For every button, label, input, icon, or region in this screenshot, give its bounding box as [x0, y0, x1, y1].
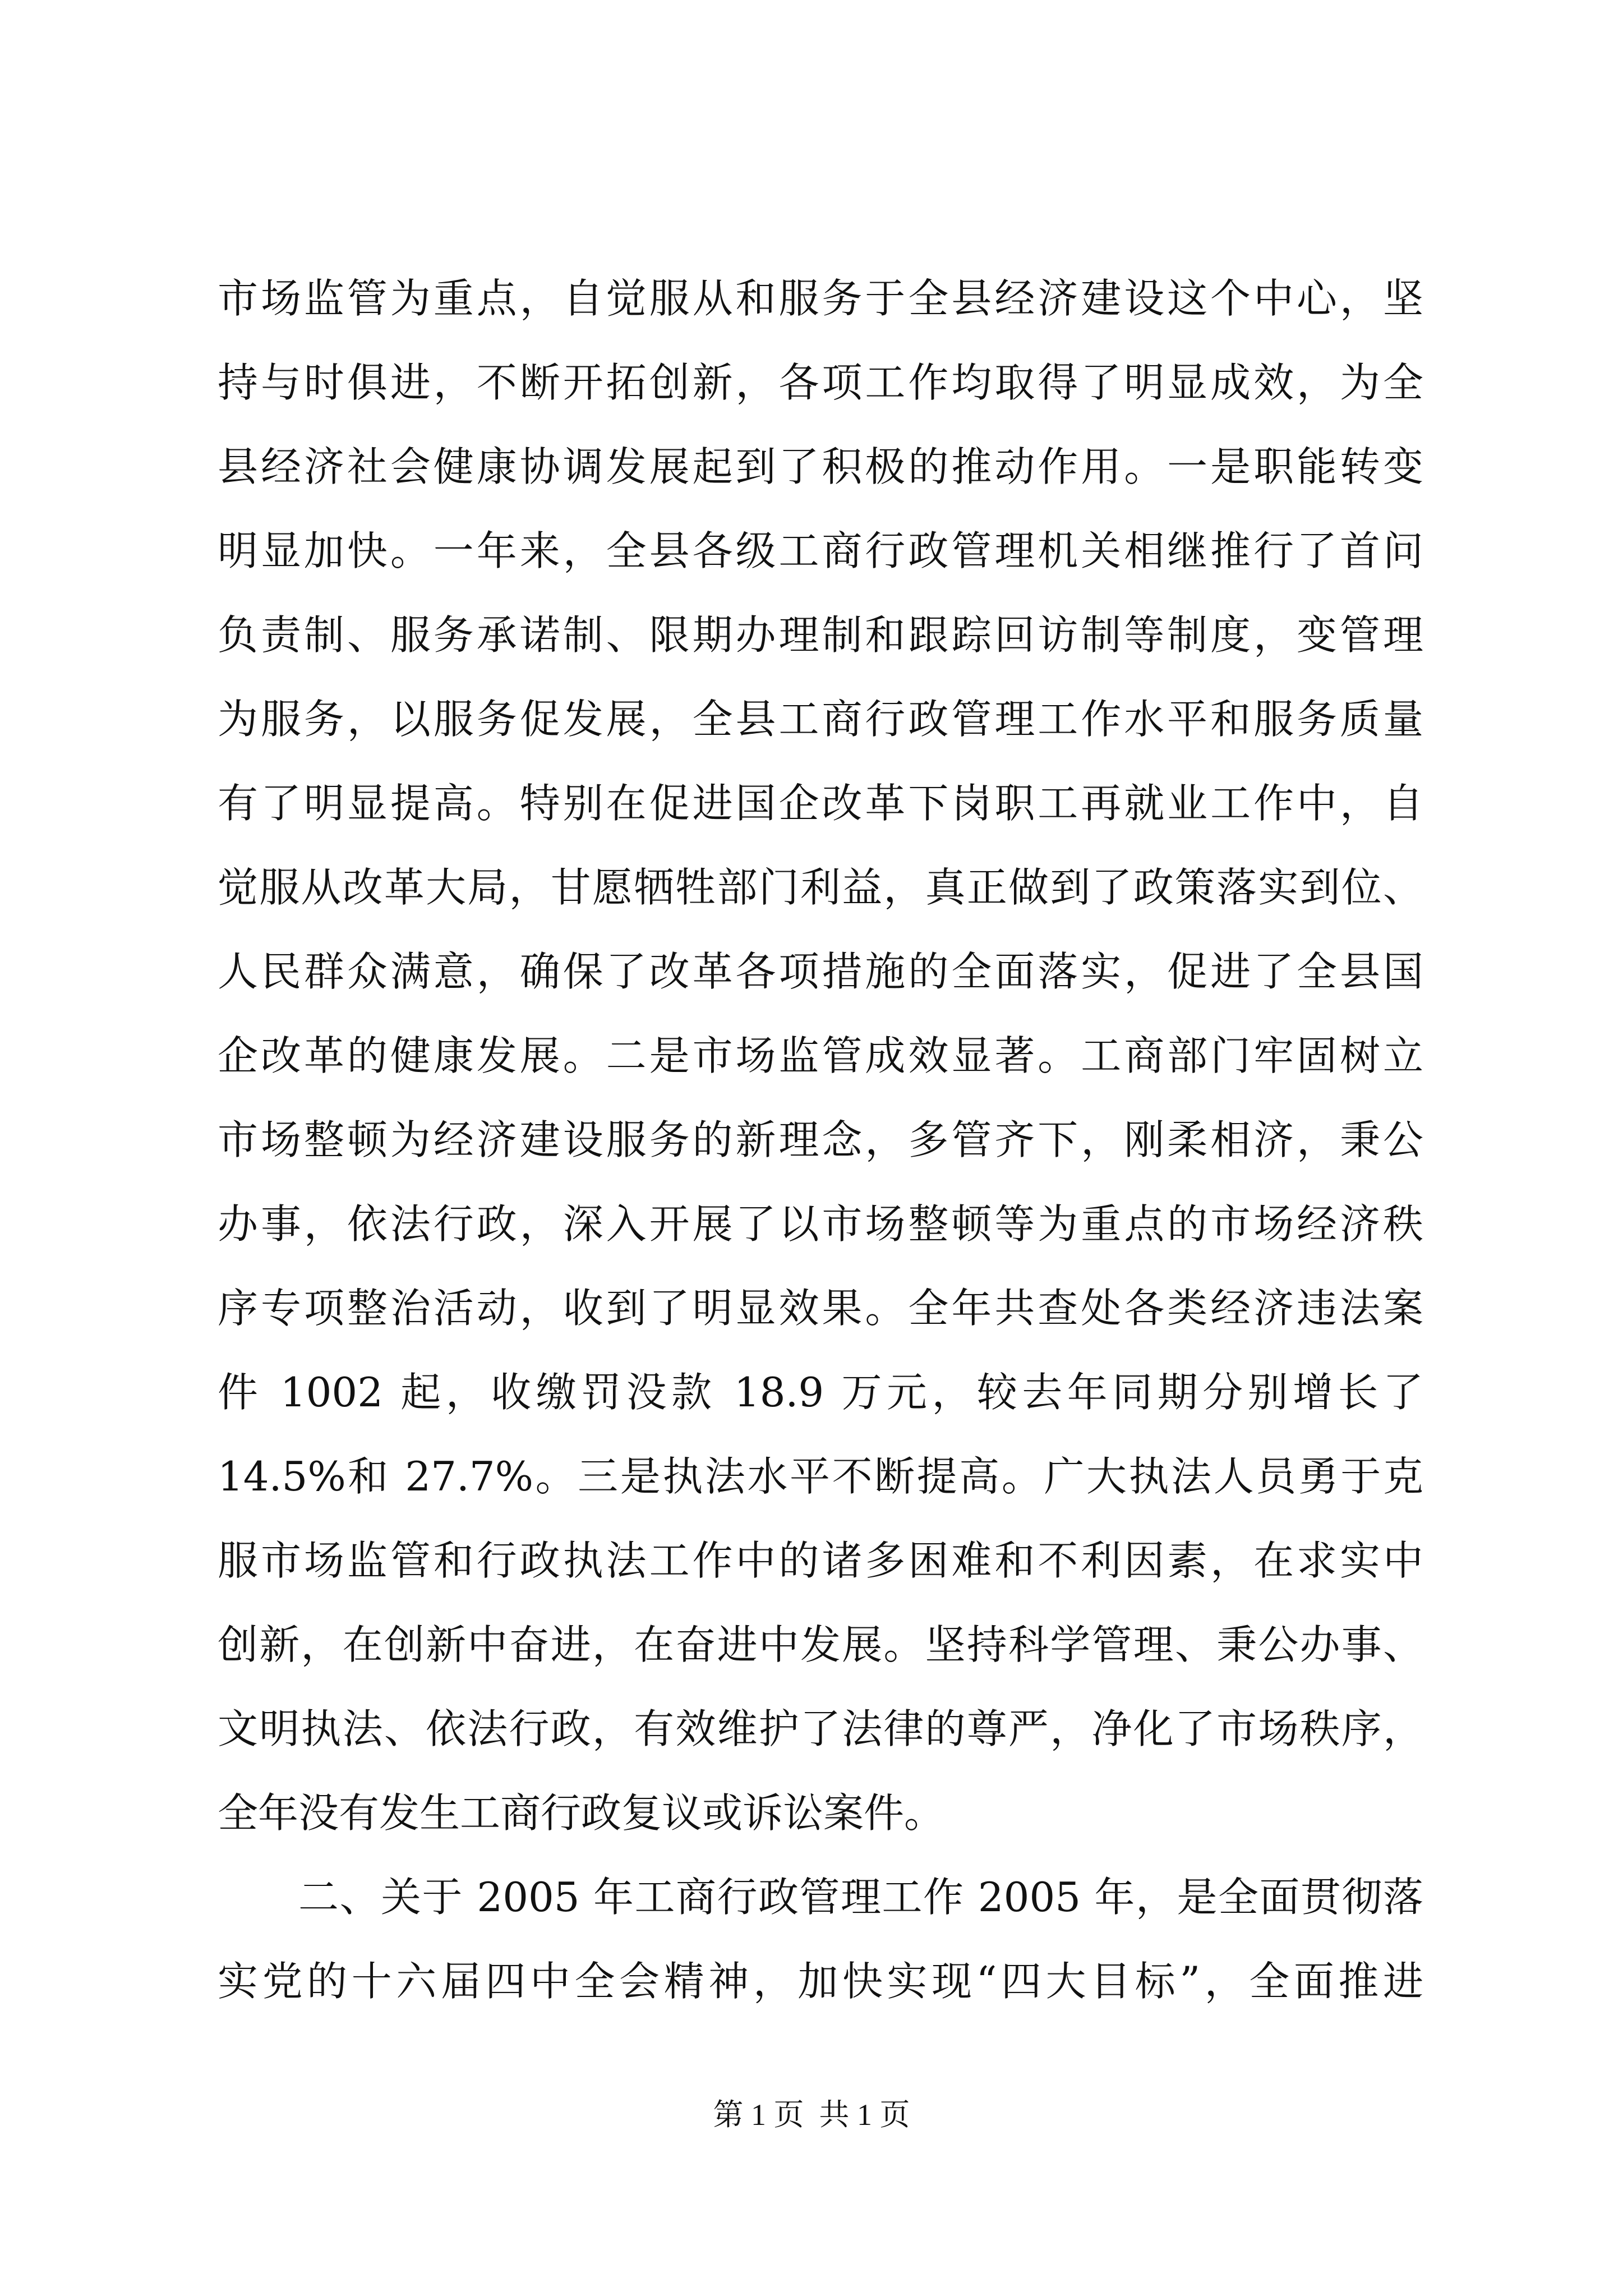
text-line: 件 1002 起，收缴罚没款 18.9 万元，较去年同期分别增长了 — [218, 1369, 1423, 1416]
text-line: 有了明显提高。特别在促进国企改革下岗职工再就业工作中，自 — [218, 780, 1423, 827]
text-line: 14.5%和 27.7%。三是执法水平不断提高。广大执法人员勇于克 — [218, 1453, 1423, 1500]
text-line: 序专项整治活动，收到了明显效果。全年共查处各类经济违法案 — [218, 1285, 1423, 1332]
text-line: 觉服从改革大局，甘愿牺牲部门利益，真正做到了政策落实到位、 — [218, 864, 1423, 911]
text-line: 市场整顿为经济建设服务的新理念，多管齐下，刚柔相济，秉公 — [218, 1116, 1423, 1163]
document-body — [218, 256, 1423, 2023]
text-line: 负责制、服务承诺制、限期办理制和跟踪回访制等制度，变管理 — [218, 611, 1423, 659]
text-line: 市场监管为重点，自觉服从和服务于全县经济建设这个中心，坚 — [218, 275, 1423, 322]
text-line: 服市场监管和行政执法工作中的诸多困难和不利因素，在求实中 — [218, 1537, 1423, 1584]
text-line: 明显加快。一年来，全县各级工商行政管理机关相继推行了首问 — [218, 527, 1423, 574]
text-line: 办事，依法行政，深入开展了以市场整顿等为重点的市场经济秩 — [218, 1200, 1423, 1248]
text-line: 全年没有发生工商行政复议或诉讼案件。 — [218, 1789, 945, 1837]
text-line: 县经济社会健康协调发展起到了积极的推动作用。一是职能转变 — [218, 443, 1423, 490]
text-line: 创新，在创新中奋进，在奋进中发展。坚持科学管理、秉公办事、 — [218, 1621, 1423, 1668]
text-line: 持与时俱进，不断开拓创新，各项工作均取得了明显成效，为全 — [218, 359, 1423, 406]
text-line: 人民群众满意，确保了改革各项措施的全面落实，促进了全县国 — [218, 948, 1423, 995]
page-footer — [0, 2095, 1623, 2134]
text-line: 实党的十六届四中全会精神，加快实现“四大目标”，全面推进 — [218, 1958, 1423, 2005]
text-line: 企改革的健康发展。二是市场监管成效显著。工商部门牢固树立 — [218, 1032, 1423, 1079]
text-line: 文明执法、依法行政，有效维护了法律的尊严，净化了市场秩序， — [218, 1705, 1423, 1752]
page-number-label: 第 1 页 共 1 页 — [713, 2098, 910, 2132]
text-line: 为服务，以服务促发展，全县工商行政管理工作水平和服务质量 — [218, 696, 1423, 743]
text-line: 二、关于 2005 年工商行政管理工作 2005 年，是全面贯彻落 — [298, 1874, 1423, 1921]
